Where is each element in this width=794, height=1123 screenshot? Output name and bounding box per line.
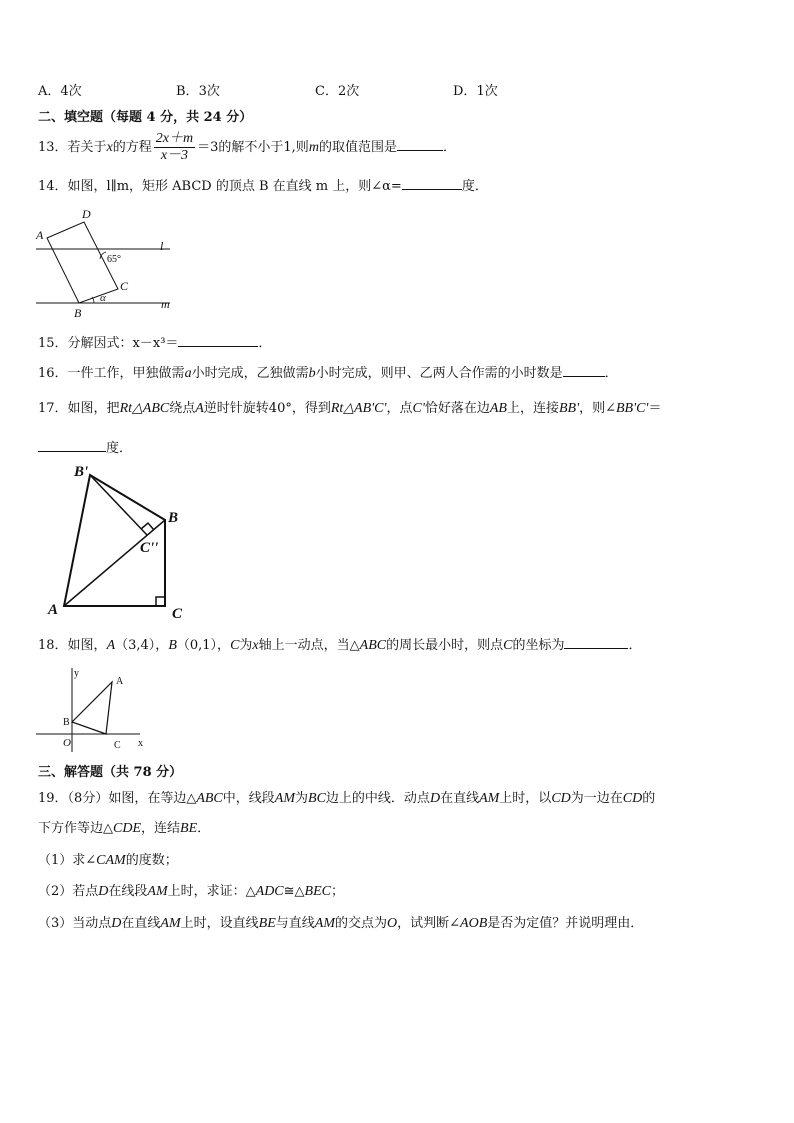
triangle-abc	[72, 682, 112, 734]
question-19-line2: 下方作等边△CDE，连结BE．	[38, 821, 211, 836]
answer-blank[interactable]	[397, 136, 443, 151]
label-x: x	[138, 738, 143, 749]
label-b: B	[63, 717, 70, 728]
label-b: B	[168, 510, 179, 526]
question-14: 14．如图，l∥m，矩形 ABCD 的顶点 B 在直线 m 上，则∠α= 度．	[38, 175, 488, 197]
label-alpha: α	[100, 292, 106, 304]
label-a: A	[116, 676, 124, 687]
choice-a: A．4次	[38, 84, 82, 99]
label-d: D	[82, 207, 91, 221]
label-b: B	[74, 306, 82, 320]
label-cprime: C''	[140, 540, 159, 556]
choice-c: C．2次	[315, 84, 360, 99]
answer-blank[interactable]	[38, 437, 106, 452]
q17-figure	[40, 462, 200, 622]
question-19-part3: （3）当动点D在直线AM上时，设直线BE与直线AM的交点为O，试判断∠AOB是否为定值？并说明理由．	[38, 916, 644, 931]
question-17-line2: 度．	[38, 437, 132, 459]
answer-blank[interactable]	[178, 332, 258, 347]
answer-blank[interactable]	[564, 634, 628, 649]
label-a: A	[36, 228, 44, 242]
question-19-part1: （1）求∠CAM的度数；	[38, 853, 178, 868]
label-bprime: B'	[74, 464, 89, 480]
choice-d: D．1次	[453, 84, 498, 99]
label-c: C	[114, 740, 121, 751]
q14-figure	[34, 205, 174, 320]
label-a: A	[48, 602, 59, 618]
label-m: m	[161, 297, 170, 311]
section-2-title: 二、填空题（每题 4 分，共 24 分）	[38, 110, 253, 125]
angle-65-arc	[100, 252, 106, 259]
q18-figure	[36, 664, 156, 756]
label-c: C	[120, 279, 129, 293]
label-y: y	[74, 668, 79, 679]
question-16: 16．一件工作，甲独做需a小时完成，乙独做需b小时完成，则甲、乙两人合作需的小时数是 ．	[38, 362, 618, 384]
label-l: l	[160, 239, 164, 253]
right-angle-cp	[141, 523, 154, 530]
question-13: 13．若关于x的方程 $\frac{2x+m}{x-3}$ ＝3的解不小于1,则m的取值范围是 ．	[38, 131, 456, 163]
answer-blank[interactable]	[402, 175, 462, 190]
label-c: C	[172, 606, 183, 622]
question-18: 18．如图，A（3,4），B（0,1），C为x轴上一动点，当△ABC的周长最小时，则点C的坐标为 ．	[38, 634, 641, 656]
label-65: 65°	[107, 254, 121, 265]
answer-blank[interactable]	[563, 362, 605, 377]
fraction: $\frac{2x+m}{x-3}$	[155, 131, 194, 163]
choice-b: B．3次	[176, 84, 220, 99]
question-15: 15．分解因式：x－x³＝ ．	[38, 332, 271, 354]
question-19-part2: （2）若点D在线段AM上时，求证：△ADC≅△BEC；	[38, 884, 344, 899]
question-19: 19．（8分）如图，在等边△ABC中，线段AM为BC边上的中线．动点D在直线AM上时，以CD为一边在CD的	[38, 791, 656, 806]
section-3-title: 三、解答题（共 78 分）	[38, 765, 183, 780]
right-angle-c	[156, 597, 165, 606]
label-o: O	[63, 737, 71, 749]
question-17: 17．如图，把Rt△ABC绕点A逆时针旋转40°，得到Rt△AB'C'，点C'恰好落在边AB上，连接BB'，则∠BB'C'＝	[38, 401, 662, 416]
